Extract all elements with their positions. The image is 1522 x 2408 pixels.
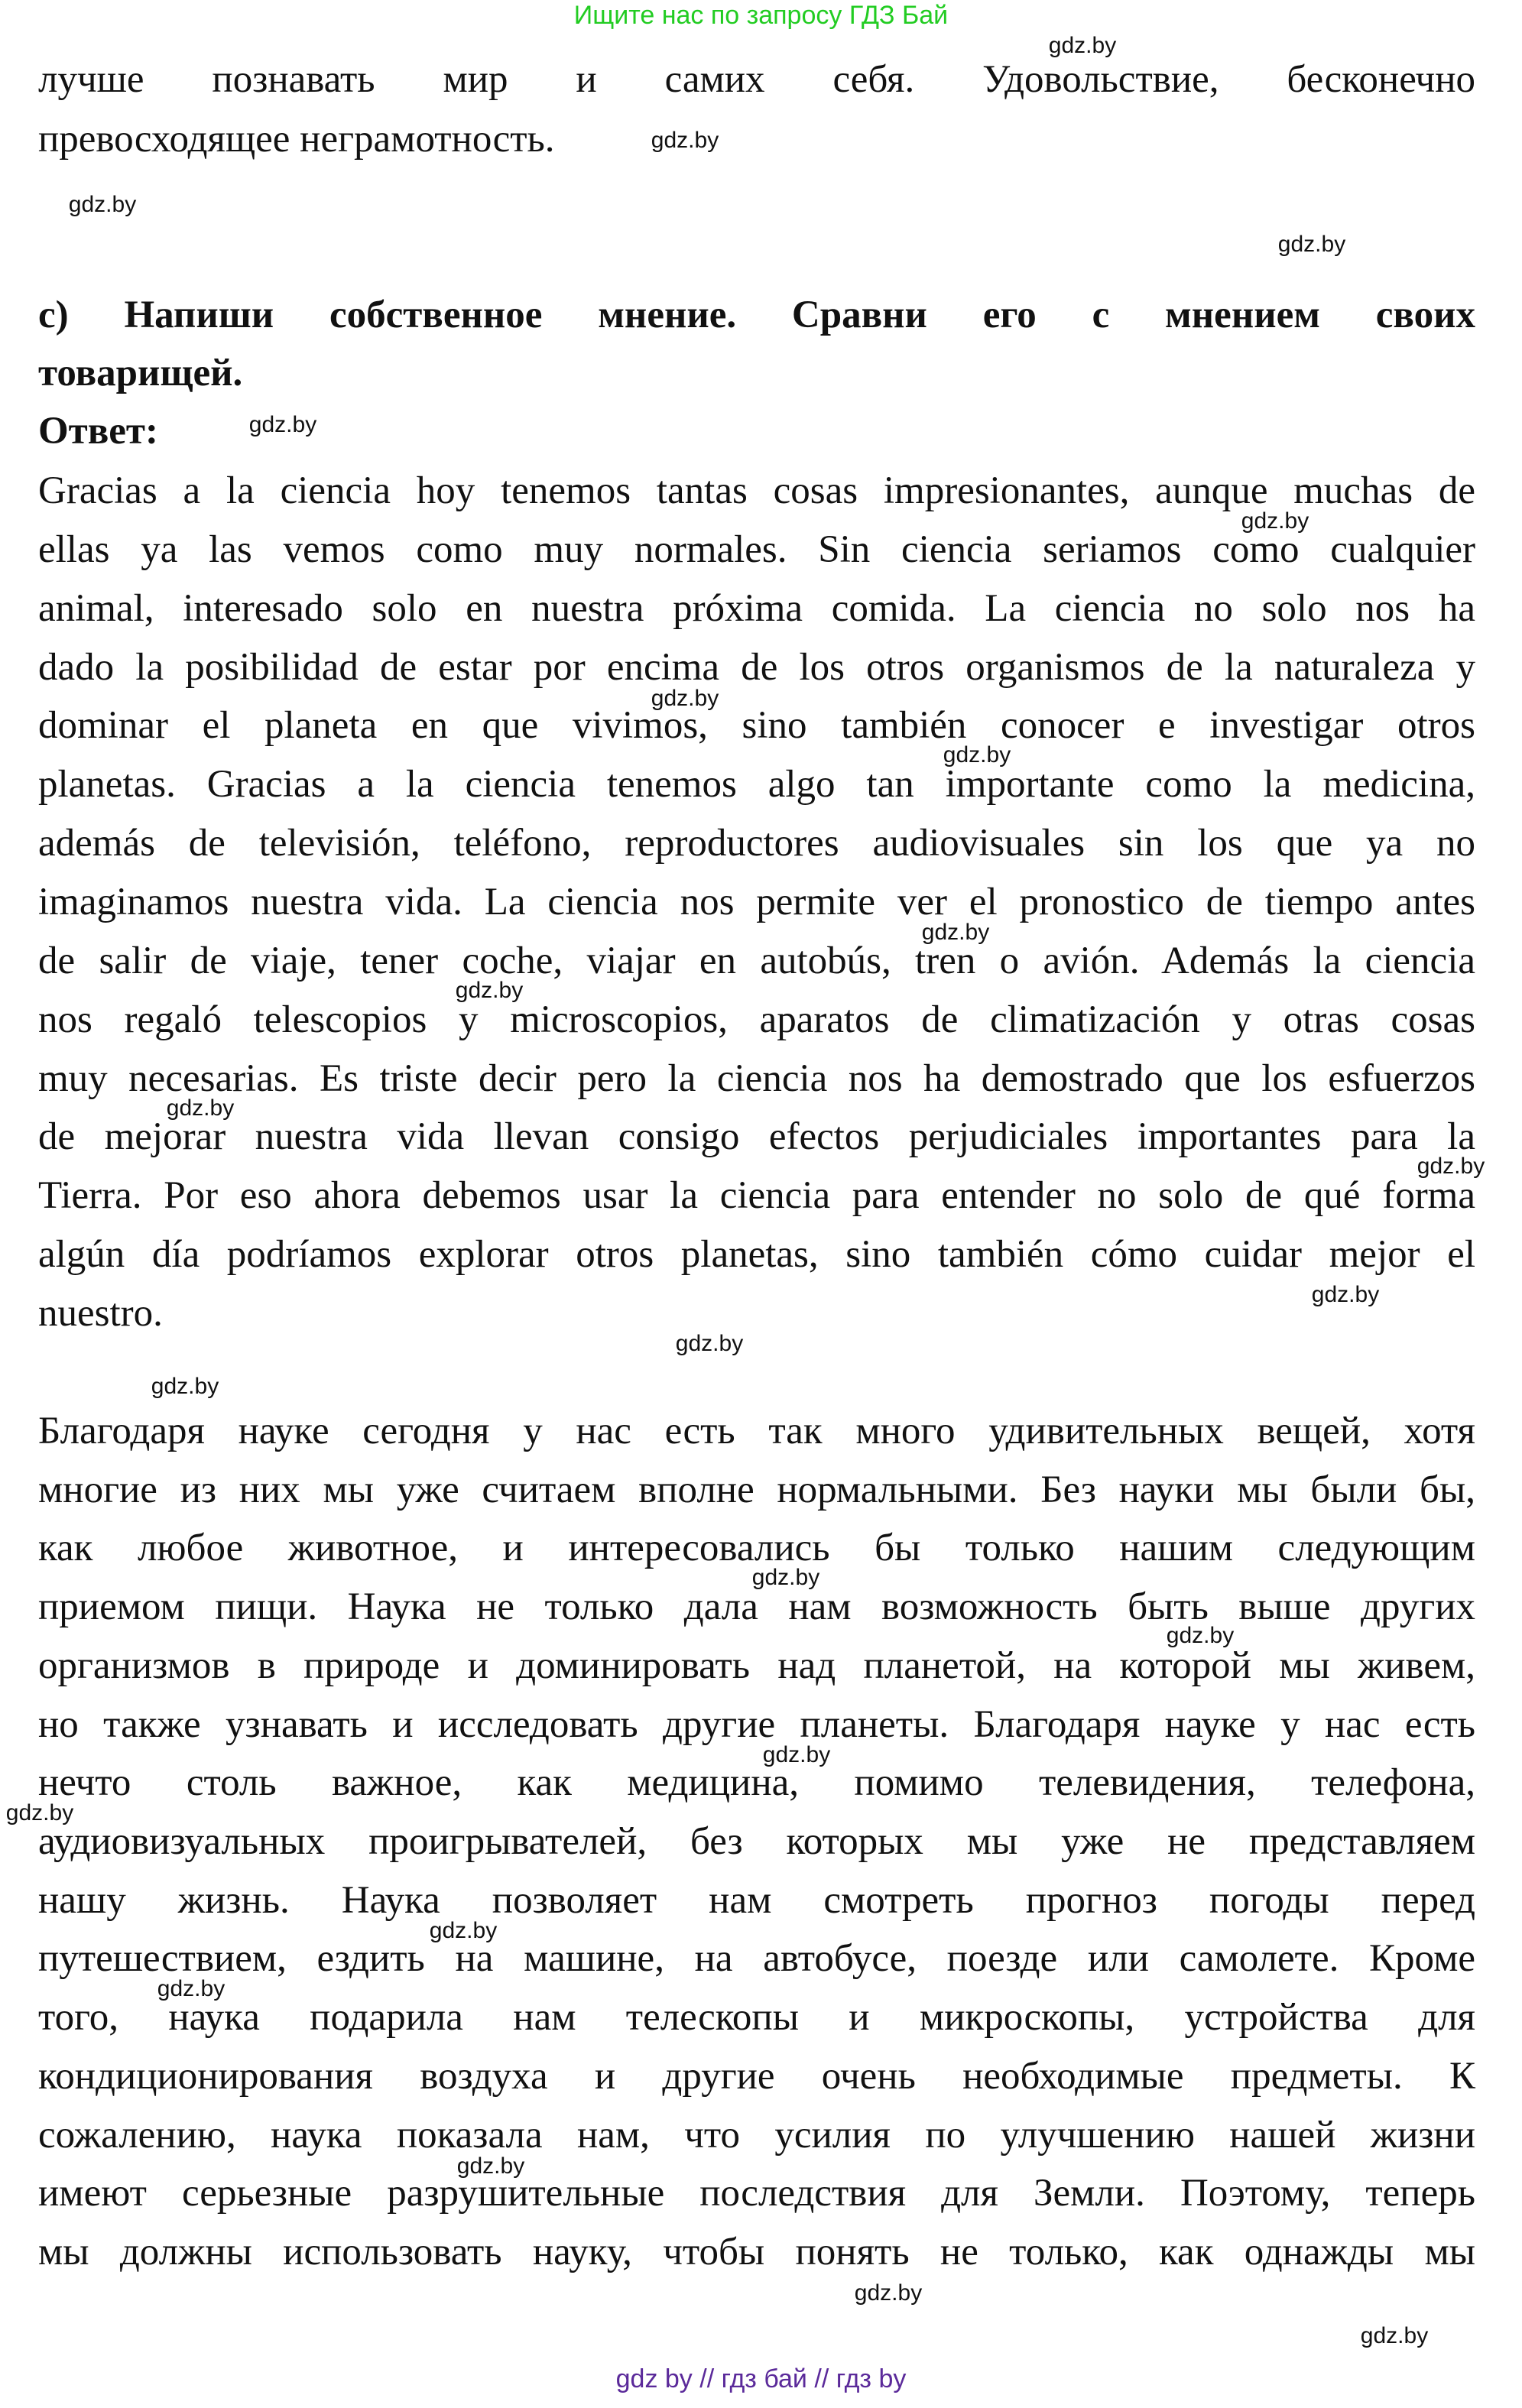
spanish-answer-line: además de televisión, teléfono, reproductores audiovisuales sin los que ya no (38, 822, 1475, 865)
watermark: gdz.by (68, 192, 137, 217)
russian-translation-line: но также узнавать и исследовать другие планеты. Благодаря науке у нас есть (38, 1702, 1475, 1746)
spanish-answer-line: de mejorar nuestra vida llevan consigo efectos perjudiciales importantes para la (38, 1115, 1475, 1159)
spanish-answer-line: nos regaló telescopios y microscopios, aparatos de climatización y otras cosas (38, 998, 1475, 1041)
spanish-answer-line: dominar el planeta en que vivimos, sino también conocer e investigar otros (38, 704, 1475, 748)
russian-translation-line: того, наука подарила нам телескопы и микроскопы, устройства для (38, 1996, 1475, 2040)
watermark: gdz.by (151, 1374, 219, 1399)
spanish-answer-line: planetas. Gracias a la ciencia tenemos algo tan importante como la medicina, (38, 763, 1475, 806)
watermark: gdz.by (943, 742, 1011, 768)
footer-links[interactable]: gdz by // гдз бай // гдз by (615, 2364, 907, 2393)
watermark: gdz.by (675, 1331, 744, 1356)
watermark: gdz.by (1417, 1154, 1485, 1179)
watermark: gdz.by (1277, 232, 1346, 257)
russian-translation-line: кондиционирования воздуха и другие очень необходимые предметы. К (38, 2054, 1475, 2098)
russian-translation-line: аудиовизуальных проигрывателей, без которых мы уже не представляем (38, 1820, 1475, 1864)
intro-line: лучше познавать мир и самих себя. Удовольствие, бесконечно (38, 58, 1475, 101)
spanish-answer-line: muy necesarias. Es triste decir pero la ciencia nos ha demostrado que los esfuerzos (38, 1056, 1475, 1100)
russian-translation-line: сожалению, наука показала нам, что усилия по улучшению нашей жизни (38, 2113, 1475, 2156)
watermark: gdz.by (157, 1976, 226, 2001)
russian-translation-line: Благодаря науке сегодня у нас есть так много удивительных вещей, хотя (38, 1410, 1475, 1452)
watermark: gdz.by (651, 128, 719, 153)
spanish-answer-line: ellas ya las vemos como muy normales. Sin ciencia seriamos como cualquier (38, 527, 1475, 571)
russian-translation-line: мы должны использовать науку, чтобы понять не только, как однажды мы (38, 2231, 1475, 2274)
russian-translation-line: многие из них мы уже считаем вполне нормальными. Без науки мы были бы, (38, 1468, 1475, 1511)
watermark: gdz.by (166, 1095, 235, 1121)
intro-line: превосходящее неграмотность. (38, 118, 555, 161)
watermark: gdz.by (921, 920, 990, 945)
spanish-answer-line: animal, interesado solo en nuestra próxima comida. La ciencia no solo nos ha (38, 586, 1475, 630)
watermark: gdz.by (1048, 33, 1117, 58)
watermark: gdz.by (5, 1800, 74, 1825)
task-heading-line: товарищей. (38, 352, 243, 394)
spanish-answer-line: dado la posibilidad de estar por encima de los otros organismos de la naturaleza y (38, 645, 1475, 689)
russian-translation-line: нечто столь важное, как медицина, помимо телевидения, телефона, (38, 1761, 1475, 1805)
watermark: gdz.by (429, 1918, 498, 1943)
watermark: gdz.by (1166, 1623, 1235, 1648)
watermark: gdz.by (248, 412, 317, 437)
spanish-answer-line: nuestro. (38, 1292, 163, 1335)
russian-translation-line: путешествием, ездить на машине, на автобусе, поезде или самолете. Кроме (38, 1937, 1475, 1981)
spanish-answer-line: algún día podríamos explorar otros planetas, sino también cómo cuidar mejor el (38, 1233, 1475, 1277)
watermark: gdz.by (1241, 508, 1309, 534)
watermark: gdz.by (751, 1565, 820, 1590)
spanish-answer-line: de salir de viaje, tener coche, viajar en autobús, tren o avión. Además la ciencia (38, 939, 1475, 982)
spanish-answer-line: Tierra. Por eso ahora debemos usar la ciencia para entender no solo de qué forma (38, 1174, 1475, 1218)
russian-translation-line: нашу жизнь. Наука позволяет нам смотреть прогноз погоды перед (38, 1878, 1475, 1922)
russian-translation-line: имеют серьезные разрушительные последствия для Земли. Поэтому, теперь (38, 2172, 1475, 2215)
watermark: gdz.by (1311, 1282, 1380, 1307)
watermark: gdz.by (456, 2153, 525, 2179)
russian-translation-line: как любое животное, и интересовались бы только нашим следующим (38, 1527, 1475, 1570)
answer-label: Ответ: (38, 410, 158, 453)
watermark: gdz.by (651, 686, 719, 711)
russian-translation-line: организмов в природе и доминировать над планетой, на которой мы живем, (38, 1644, 1475, 1687)
watermark: gdz.by (1360, 2323, 1429, 2348)
watermark: gdz.by (854, 2280, 923, 2306)
watermark: gdz.by (762, 1742, 831, 1767)
task-heading-line: c) Напиши собственное мнение. Сравни его с мнением своих (38, 294, 1475, 336)
watermark: gdz.by (455, 978, 524, 1003)
search-banner-link[interactable]: Ищите нас по запросу ГДЗ Бай (573, 1, 949, 30)
spanish-answer-line: imaginamos nuestra vida. La ciencia nos permite ver el pronostico de tiempo antes (38, 881, 1475, 924)
spanish-answer-line: Gracias a la ciencia hoy tenemos tantas cosas impresionantes, aunque muchas de (38, 469, 1475, 512)
russian-translation-line: приемом пищи. Наука не только дала нам возможность быть выше других (38, 1585, 1475, 1629)
